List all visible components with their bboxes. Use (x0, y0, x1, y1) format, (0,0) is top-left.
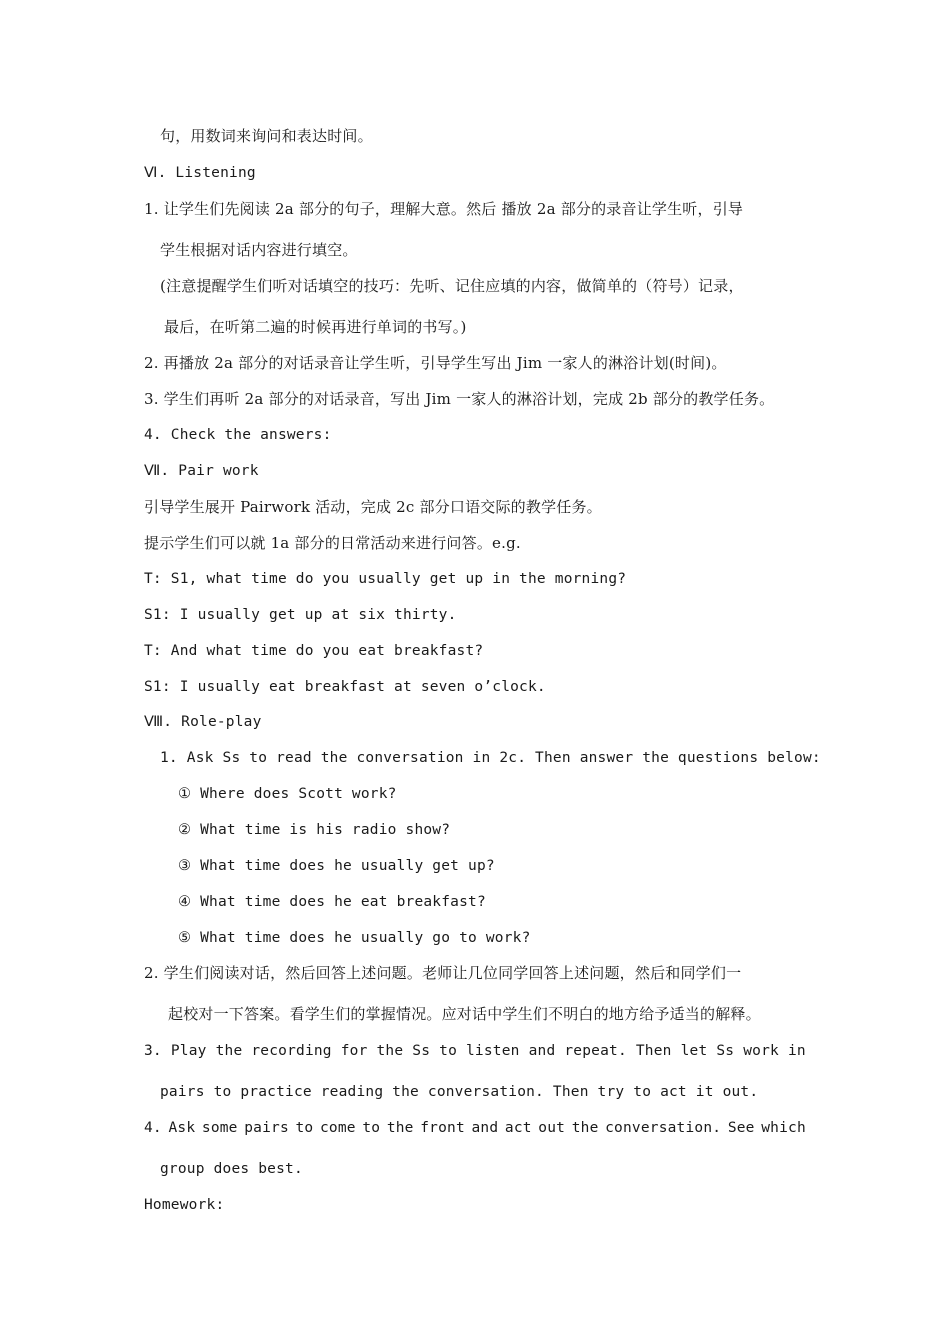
word: act (504, 1120, 532, 1136)
text-line: pairs to practice reading the conversation. Then try to act it out. (160, 1084, 759, 1100)
text-line: 学生根据对话内容进行填空。 (160, 241, 358, 259)
text-line: 1. Ask Ss to read the conversation in 2c. Then answer the questions below: (160, 750, 821, 766)
word: 4. (144, 1120, 162, 1136)
question-item: ② What time is his radio show? (178, 822, 451, 838)
dialogue-line: S1: I usually get up at six thirty. (144, 607, 457, 623)
text-line: 最后，在听第二遍的时候再进行单词的书写。) (164, 318, 467, 336)
text-line: (注意提醒学生们听对话填空的技巧：先听、记住应填的内容，做简单的（符号）记录， (160, 277, 744, 295)
section-heading-role-play: Ⅷ. Role-play (144, 714, 262, 730)
section-heading-pair-work: Ⅶ. Pair work (144, 463, 259, 479)
word: the (215, 1043, 243, 1059)
dialogue-line: T: And what time do you eat breakfast? (144, 643, 484, 659)
word: to (362, 1120, 381, 1136)
question-item: ① Where does Scott work? (178, 786, 397, 802)
justified-line-act-out (144, 1118, 806, 1138)
word: in (787, 1043, 806, 1059)
word: out (538, 1120, 566, 1136)
text-line: 提示学生们可以就 1a 部分的日常活动来进行问答。e.g. (144, 534, 521, 552)
text-line: 1. 让学生们先阅读 2a 部分的句子，理解大意。然后 播放 2a 部分的录音让学生听，引导 (144, 200, 744, 218)
question-item: ③ What time does he usually get up? (178, 858, 495, 874)
text-line: 起校对一下答案。看学生们的掌握情况。应对话中学生们不明白的地方给予适当的解释。 (168, 1005, 761, 1023)
word: See (727, 1120, 755, 1136)
justified-line-play-recording (144, 1041, 806, 1061)
word: for (340, 1043, 368, 1059)
dialogue-line: S1: I usually eat breakfast at seven o’clock. (144, 679, 546, 695)
question-item: ⑤ What time does he usually go to work? (178, 930, 531, 946)
question-item: ④ What time does he eat breakfast? (178, 894, 486, 910)
word: to (295, 1120, 314, 1136)
word: some (201, 1120, 238, 1136)
word: Ss (716, 1043, 735, 1059)
word: repeat. (564, 1043, 627, 1059)
word: Play (170, 1043, 207, 1059)
text-line: 引导学生展开 Pairwork 活动，完成 2c 部分口语交际的教学任务。 (144, 498, 602, 516)
dialogue-line: T: S1, what time do you usually get up in the morning? (144, 571, 627, 587)
word: come (319, 1120, 356, 1136)
word: let (680, 1043, 708, 1059)
word: work (743, 1043, 779, 1059)
word: Ask (168, 1120, 196, 1136)
text-line: group does best. (160, 1161, 303, 1177)
text-line: 3. 学生们再听 2a 部分的对话录音，写出 Jim 一家人的淋浴计划，完成 2b 部分的教学任务。 (144, 390, 775, 408)
section-heading-homework: Homework: (144, 1197, 225, 1213)
word: which (761, 1120, 806, 1136)
word: front (420, 1120, 465, 1136)
word: pairs (244, 1120, 289, 1136)
word: conversation. (605, 1120, 722, 1136)
word: the (386, 1120, 414, 1136)
word: 3. (144, 1043, 162, 1059)
word: Ss (412, 1043, 431, 1059)
word: the (376, 1043, 404, 1059)
word: Then (635, 1043, 672, 1059)
word: to (439, 1043, 458, 1059)
text-line: 2. 学生们阅读对话，然后回答上述问题。老师让几位同学回答上述问题，然后和同学们一 (144, 964, 742, 982)
word: and (528, 1043, 556, 1059)
text-line: 2. 再播放 2a 部分的对话录音让学生听，引导学生写出 Jim 一家人的淋浴计划(时间)。 (144, 354, 727, 372)
word: listen (466, 1043, 520, 1059)
word: recording (251, 1043, 332, 1059)
text-line: 句，用数词来询问和表达时间。 (160, 127, 373, 145)
text-line: 4. Check the answers: (144, 427, 332, 443)
word: the (571, 1120, 599, 1136)
word: and (471, 1120, 499, 1136)
section-heading-listening: Ⅵ. Listening (144, 165, 256, 181)
